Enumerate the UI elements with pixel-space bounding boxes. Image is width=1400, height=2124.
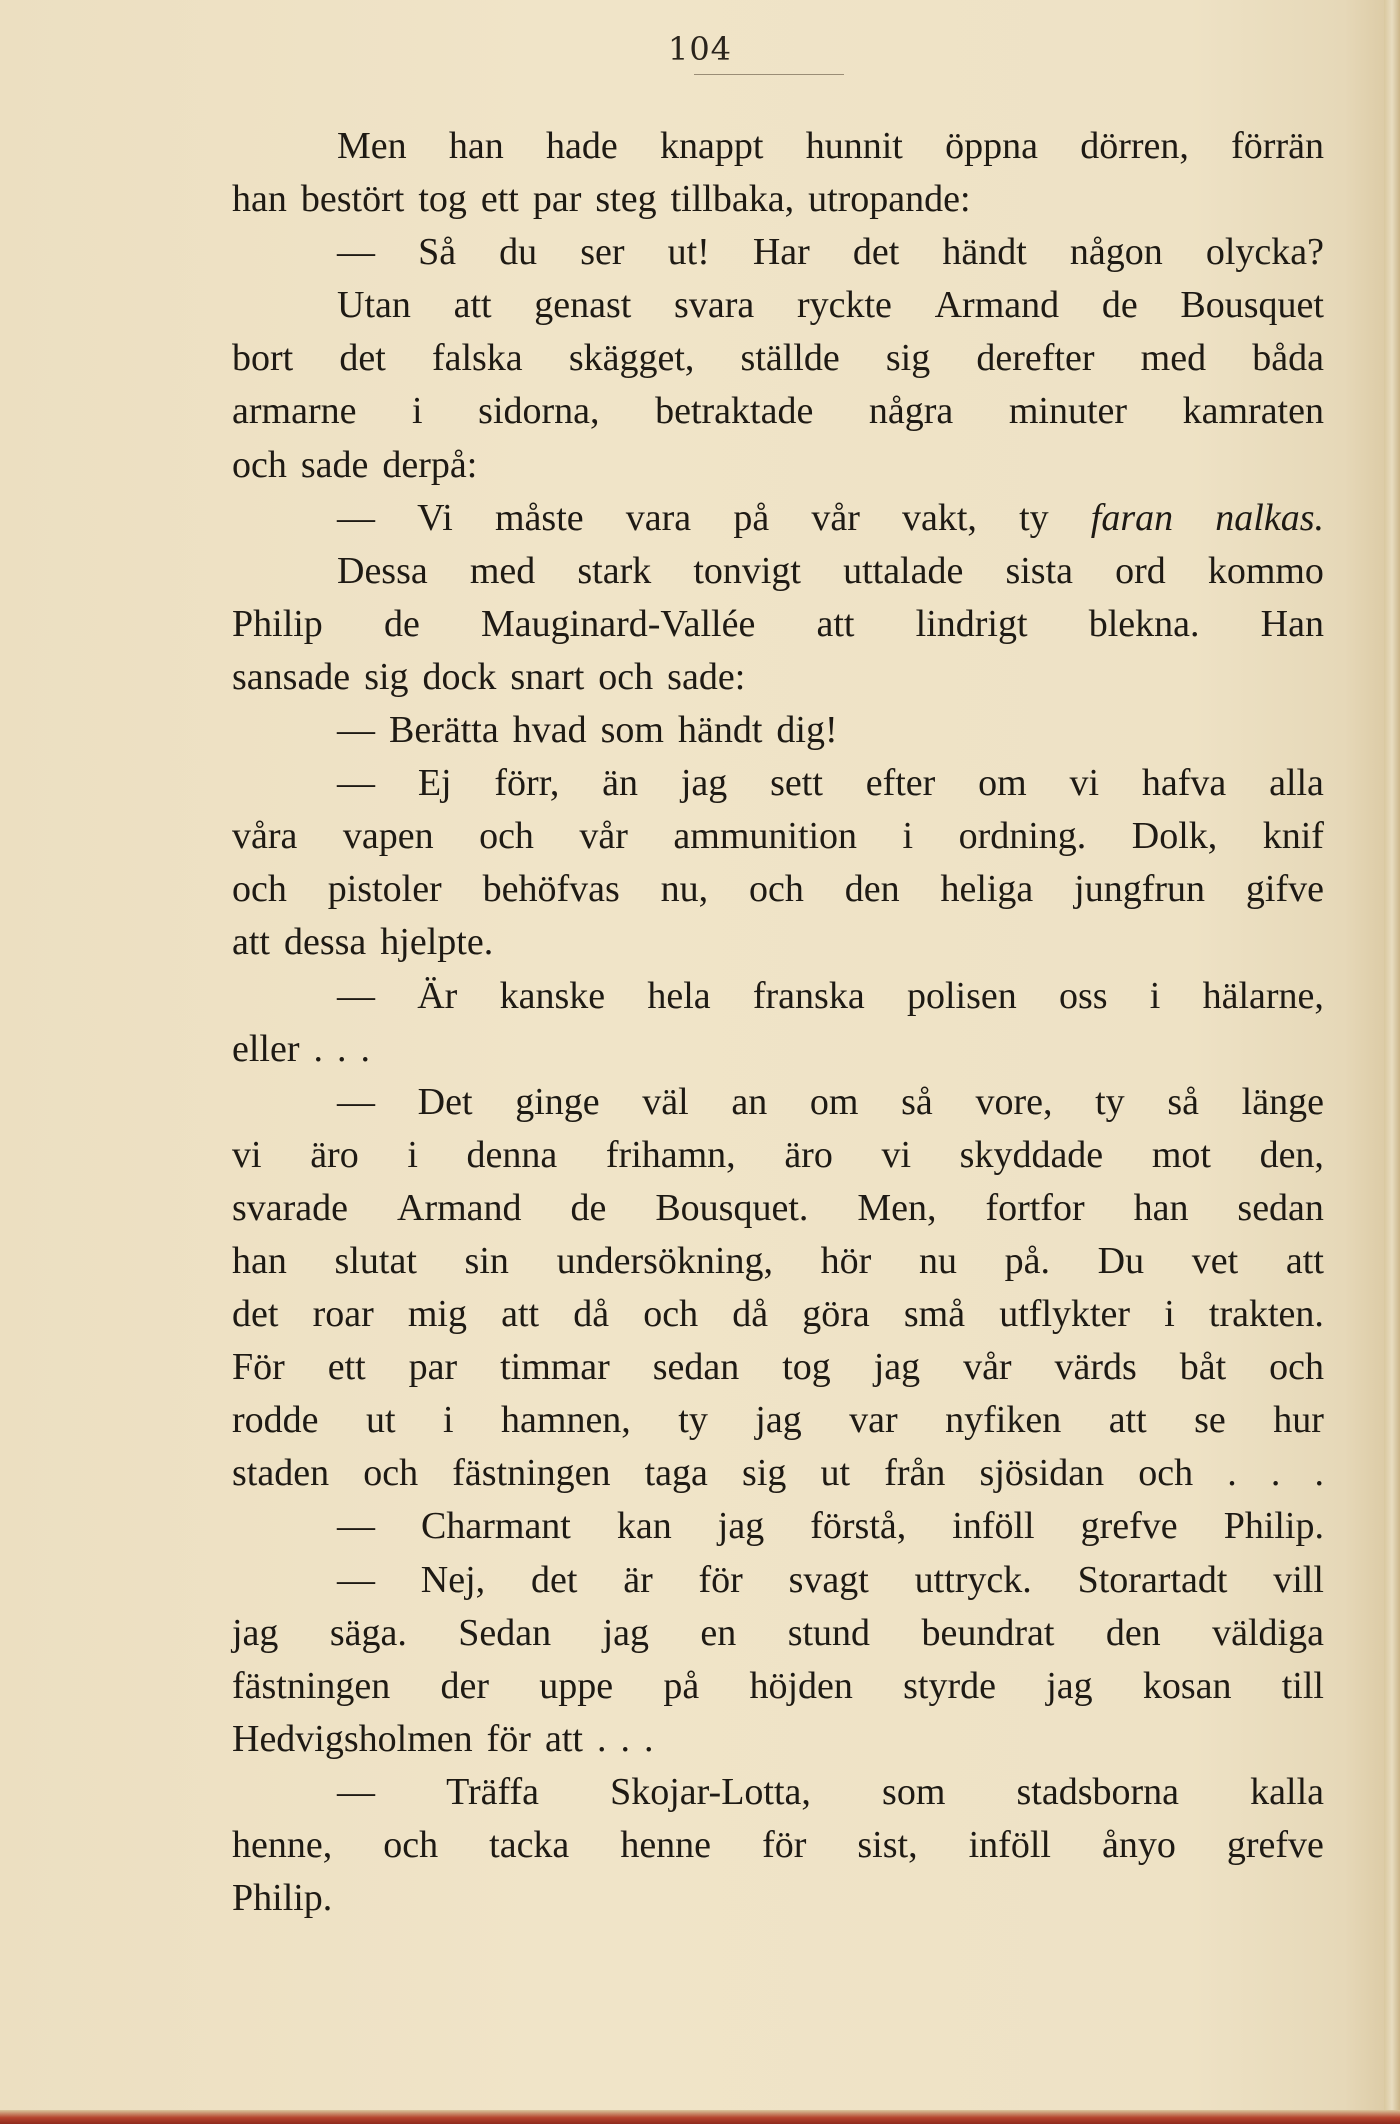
text-line: svarade Armand de Bousquet. Men, fortfor han sedan	[232, 1186, 1324, 1229]
text-line: vi äro i denna frihamn, äro vi skyddade mot den,	[232, 1133, 1324, 1176]
text-line: — Så du ser ut! Har det händt någon olycka?	[337, 231, 1324, 274]
text-line: — Vi måste vara på vår vakt, ty faran nalkas.	[337, 496, 1324, 539]
text-line: — Är kanske hela franska polisen oss i hälarne,	[337, 974, 1324, 1017]
text-line: För ett par timmar sedan tog jag vår värds båt och	[232, 1346, 1324, 1389]
text-line: att dessa hjelpte.	[232, 921, 494, 964]
text-line: han slutat sin undersökning, hör nu på. Du vet att	[232, 1239, 1324, 1282]
text-line: — Träffa Skojar-Lotta, som stadsborna kalla	[337, 1770, 1324, 1813]
text-line: Dessa med stark tonvigt uttalade sista ord kommo	[337, 549, 1324, 592]
text-line: Philip.	[232, 1877, 333, 1920]
book-cover-edge	[0, 2110, 1400, 2124]
text-line: Hedvigsholmen för att . . .	[232, 1717, 654, 1760]
text-line: armarne i sidorna, betraktade några minuter kamraten	[232, 390, 1324, 433]
text-line: jag säga. Sedan jag en stund beundrat den väldiga	[232, 1611, 1324, 1654]
text-line: — Ej förr, än jag sett efter om vi hafva alla	[337, 762, 1324, 805]
text-line: — Nej, det är för svagt uttryck. Storartadt vill	[337, 1558, 1324, 1601]
text-line: och sade derpå:	[232, 443, 478, 486]
text-line: sansade sig dock snart och sade:	[232, 655, 746, 698]
page-edge	[1384, 0, 1400, 2124]
text-line: våra vapen och vår ammunition i ordning. Dolk, knif	[232, 815, 1324, 858]
page-number: 104	[667, 30, 733, 68]
body-text	[232, 120, 1324, 1925]
text-line: staden och fästningen taga sig ut från sjösidan och . . .	[232, 1452, 1324, 1495]
text-line: eller . . .	[232, 1027, 371, 1070]
text-line: henne, och tacka henne för sist, inföll ånyo grefve	[232, 1824, 1324, 1866]
text-line: — Berätta hvad som händt dig!	[337, 709, 838, 752]
text-line: Utan att genast svara ryckte Armand de Bousquet	[337, 284, 1324, 327]
text-line: och pistoler behöfvas nu, och den heliga jungfrun gifve	[232, 868, 1324, 911]
text-line: fästningen der uppe på höjden styrde jag kosan till	[232, 1664, 1324, 1707]
text-line: Men han hade knappt hunnit öppna dörren, förrän	[337, 125, 1324, 167]
text-line: rodde ut i hamnen, ty jag var nyfiken att se hur	[232, 1399, 1324, 1442]
text-line: Philip de Mauginard-Vallée att lindrigt blekna. Han	[232, 602, 1324, 645]
text-line: han bestört tog ett par steg tillbaka, utropande:	[232, 178, 971, 221]
text-line: bort det falska skägget, ställde sig derefter med båda	[232, 337, 1324, 380]
text-line: — Det ginge väl an om så vore, ty så länge	[337, 1080, 1324, 1123]
text-line: det roar mig att då och då göra små utflykter i trakten.	[232, 1293, 1324, 1336]
text-line: — Charmant kan jag förstå, inföll grefve Philip.	[337, 1505, 1324, 1548]
header-rule	[694, 74, 844, 75]
